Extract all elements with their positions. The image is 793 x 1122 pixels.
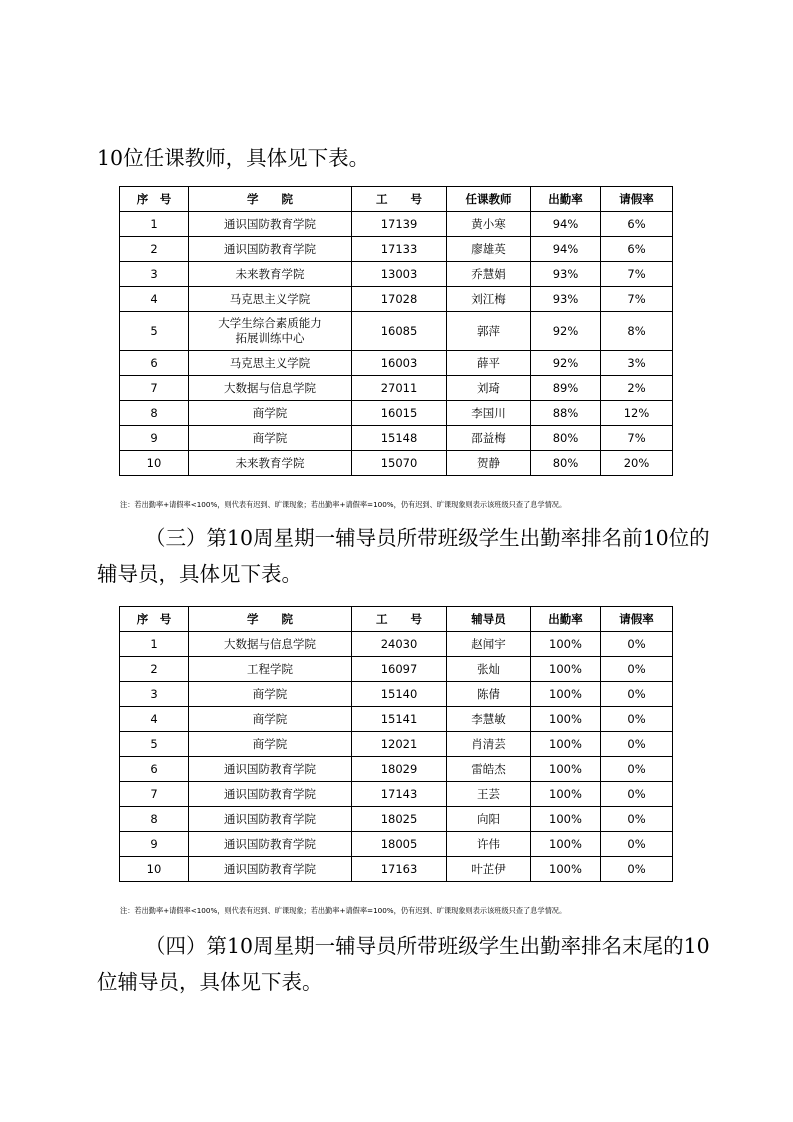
cell-name: 王芸: [447, 782, 531, 807]
table-row: [120, 376, 673, 401]
cell-attendance: 80%: [531, 451, 601, 476]
table-row: [120, 782, 673, 807]
cell-staff-id: 15148: [352, 426, 447, 451]
table-row: [120, 262, 673, 287]
cell-staff-id: 15140: [352, 682, 447, 707]
cell-leave: 7%: [601, 262, 673, 287]
table-row: [120, 351, 673, 376]
cell-leave: 3%: [601, 351, 673, 376]
cell-name: 叶芷伊: [447, 857, 531, 882]
cell-college: 马克思主义学院: [189, 351, 352, 376]
cell-college: 商学院: [189, 682, 352, 707]
cell-college: [189, 312, 352, 351]
cell-index: 6: [120, 351, 189, 376]
cell-staff-id: 17163: [352, 857, 447, 882]
cell-leave: 6%: [601, 212, 673, 237]
cell-leave: 0%: [601, 632, 673, 657]
cell-staff-id: 16003: [352, 351, 447, 376]
cell-attendance: 100%: [531, 682, 601, 707]
cell-index: 4: [120, 707, 189, 732]
cell-college: 通识国防教育学院: [189, 782, 352, 807]
cell-name: 肖清芸: [447, 732, 531, 757]
cell-staff-id: 16097: [352, 657, 447, 682]
cell-leave: 0%: [601, 832, 673, 857]
cell-attendance: 92%: [531, 351, 601, 376]
cell-index: 3: [120, 262, 189, 287]
cell-name: 张灿: [447, 657, 531, 682]
cell-college: 通识国防教育学院: [189, 857, 352, 882]
cell-college: 未来教育学院: [189, 262, 352, 287]
cell-college: 未来教育学院: [189, 451, 352, 476]
cell-college: 通识国防教育学院: [189, 237, 352, 262]
cell-index: 8: [120, 401, 189, 426]
cell-name: 陈倩: [447, 682, 531, 707]
cell-staff-id: 17133: [352, 237, 447, 262]
cell-name: 雷皓杰: [447, 757, 531, 782]
cell-staff-id: 12021: [352, 732, 447, 757]
cell-name: 李慧敏: [447, 707, 531, 732]
section4-heading: （四）第10周星期一辅导员所带班级学生出勤率排名末尾的10位辅导员，具体见下表。: [97, 934, 710, 994]
cell-leave: 7%: [601, 287, 673, 312]
cell-name: 刘琦: [447, 376, 531, 401]
cell-staff-id: 17028: [352, 287, 447, 312]
cell-college: 商学院: [189, 401, 352, 426]
cell-index: 5: [120, 732, 189, 757]
cell-index: 6: [120, 757, 189, 782]
table-row: [120, 451, 673, 476]
cell-attendance: 100%: [531, 782, 601, 807]
cell-leave: 0%: [601, 807, 673, 832]
cell-index: 2: [120, 657, 189, 682]
cell-college: 商学院: [189, 707, 352, 732]
cell-staff-id: 16085: [352, 312, 447, 351]
cell-index: 1: [120, 212, 189, 237]
col-header-staff-id: 工 号: [352, 607, 447, 632]
cell-index: 9: [120, 832, 189, 857]
cell-name: 邵益梅: [447, 426, 531, 451]
table-row: [120, 401, 673, 426]
cell-attendance: 100%: [531, 707, 601, 732]
cell-attendance: 94%: [531, 237, 601, 262]
cell-staff-id: 17139: [352, 212, 447, 237]
cell-attendance: 100%: [531, 657, 601, 682]
cell-staff-id: 16015: [352, 401, 447, 426]
col-header-college: 学 院: [189, 607, 352, 632]
cell-attendance: 88%: [531, 401, 601, 426]
cell-college-line1: 大学生综合素质能力: [218, 316, 322, 330]
table-row: [120, 287, 673, 312]
cell-attendance: 100%: [531, 732, 601, 757]
table-row: [120, 212, 673, 237]
section3-heading: （三）第10周星期一辅导员所带班级学生出勤率排名前10位的辅导员，具体见下表。: [97, 526, 710, 586]
cell-leave: 0%: [601, 857, 673, 882]
cell-leave: 12%: [601, 401, 673, 426]
cell-attendance: 93%: [531, 262, 601, 287]
table1-note: 注：若出勤率+请假率<100%，则代表有迟到、旷课现象；若出勤率+请假率=100%，仍有迟到、旷课现象则表示该班级只查了息学情况。: [120, 500, 567, 509]
col-header-staff-id: 工 号: [352, 187, 447, 212]
cell-staff-id: 18005: [352, 832, 447, 857]
intro-paragraph: 10位任课教师，具体见下表。: [97, 146, 370, 170]
cell-attendance: 89%: [531, 376, 601, 401]
cell-name: 许伟: [447, 832, 531, 857]
col-header-teacher: 任课教师: [447, 187, 531, 212]
cell-name: 郭萍: [447, 312, 531, 351]
cell-college: 大数据与信息学院: [189, 632, 352, 657]
col-header-attendance: 出勤率: [531, 607, 601, 632]
cell-college: 通识国防教育学院: [189, 807, 352, 832]
cell-leave: 0%: [601, 782, 673, 807]
cell-index: 2: [120, 237, 189, 262]
col-header-college: 学 院: [189, 187, 352, 212]
cell-leave: 8%: [601, 312, 673, 351]
cell-staff-id: 15141: [352, 707, 447, 732]
cell-attendance: 100%: [531, 832, 601, 857]
cell-attendance: 92%: [531, 312, 601, 351]
cell-name: 贺静: [447, 451, 531, 476]
cell-college: 通识国防教育学院: [189, 832, 352, 857]
cell-leave: 20%: [601, 451, 673, 476]
cell-attendance: 94%: [531, 212, 601, 237]
cell-college: 商学院: [189, 732, 352, 757]
cell-leave: 0%: [601, 732, 673, 757]
cell-attendance: 100%: [531, 757, 601, 782]
cell-name: 李国川: [447, 401, 531, 426]
cell-name: 向阳: [447, 807, 531, 832]
cell-attendance: 93%: [531, 287, 601, 312]
col-header-counselor: 辅导员: [447, 607, 531, 632]
table-row: [120, 807, 673, 832]
table-row: [120, 757, 673, 782]
cell-staff-id: 15070: [352, 451, 447, 476]
cell-staff-id: 13003: [352, 262, 447, 287]
table2-note: 注：若出勤率+请假率<100%，则代表有迟到、旷课现象；若出勤率+请假率=100%，仍有迟到、旷课现象则表示该班级只查了息学情况。: [120, 906, 567, 915]
cell-college-line2: 拓展训练中心: [235, 331, 305, 345]
teacher-attendance-table: [119, 186, 673, 476]
cell-college: 大数据与信息学院: [189, 376, 352, 401]
cell-index: 10: [120, 857, 189, 882]
cell-attendance: 100%: [531, 632, 601, 657]
cell-staff-id: 24030: [352, 632, 447, 657]
cell-college: 商学院: [189, 426, 352, 451]
table-row: [120, 707, 673, 732]
cell-index: 3: [120, 682, 189, 707]
cell-leave: 6%: [601, 237, 673, 262]
col-header-attendance: 出勤率: [531, 187, 601, 212]
cell-index: 7: [120, 376, 189, 401]
cell-leave: 7%: [601, 426, 673, 451]
cell-name: 薛平: [447, 351, 531, 376]
cell-college: 工程学院: [189, 657, 352, 682]
cell-staff-id: 17143: [352, 782, 447, 807]
table-row: [120, 237, 673, 262]
cell-attendance: 80%: [531, 426, 601, 451]
cell-leave: 0%: [601, 757, 673, 782]
cell-staff-id: 27011: [352, 376, 447, 401]
table-row: [120, 426, 673, 451]
cell-leave: 0%: [601, 682, 673, 707]
table-row: [120, 632, 673, 657]
cell-index: 4: [120, 287, 189, 312]
cell-name: 刘江梅: [447, 287, 531, 312]
cell-index: 7: [120, 782, 189, 807]
table-row: [120, 312, 673, 351]
cell-attendance: 100%: [531, 857, 601, 882]
cell-staff-id: 18025: [352, 807, 447, 832]
cell-attendance: 100%: [531, 807, 601, 832]
cell-name: 乔慧娟: [447, 262, 531, 287]
col-header-leave: 请假率: [601, 607, 673, 632]
cell-staff-id: 18029: [352, 757, 447, 782]
cell-leave: 0%: [601, 657, 673, 682]
counselor-top-table: [119, 606, 673, 882]
cell-name: 廖雄英: [447, 237, 531, 262]
cell-leave: 2%: [601, 376, 673, 401]
col-header-index: 序 号: [120, 607, 189, 632]
cell-college: 通识国防教育学院: [189, 757, 352, 782]
cell-leave: 0%: [601, 707, 673, 732]
col-header-index: 序 号: [120, 187, 189, 212]
table-row: [120, 732, 673, 757]
cell-index: 1: [120, 632, 189, 657]
table-header-row: [120, 187, 673, 212]
table-row: [120, 657, 673, 682]
cell-name: 赵闻宇: [447, 632, 531, 657]
table-header-row: [120, 607, 673, 632]
cell-index: 9: [120, 426, 189, 451]
cell-college: 马克思主义学院: [189, 287, 352, 312]
table-row: [120, 857, 673, 882]
col-header-leave: 请假率: [601, 187, 673, 212]
cell-college: 通识国防教育学院: [189, 212, 352, 237]
table-row: [120, 832, 673, 857]
cell-name: 黄小寒: [447, 212, 531, 237]
cell-index: 8: [120, 807, 189, 832]
cell-index: 5: [120, 312, 189, 351]
table-row: [120, 682, 673, 707]
cell-index: 10: [120, 451, 189, 476]
